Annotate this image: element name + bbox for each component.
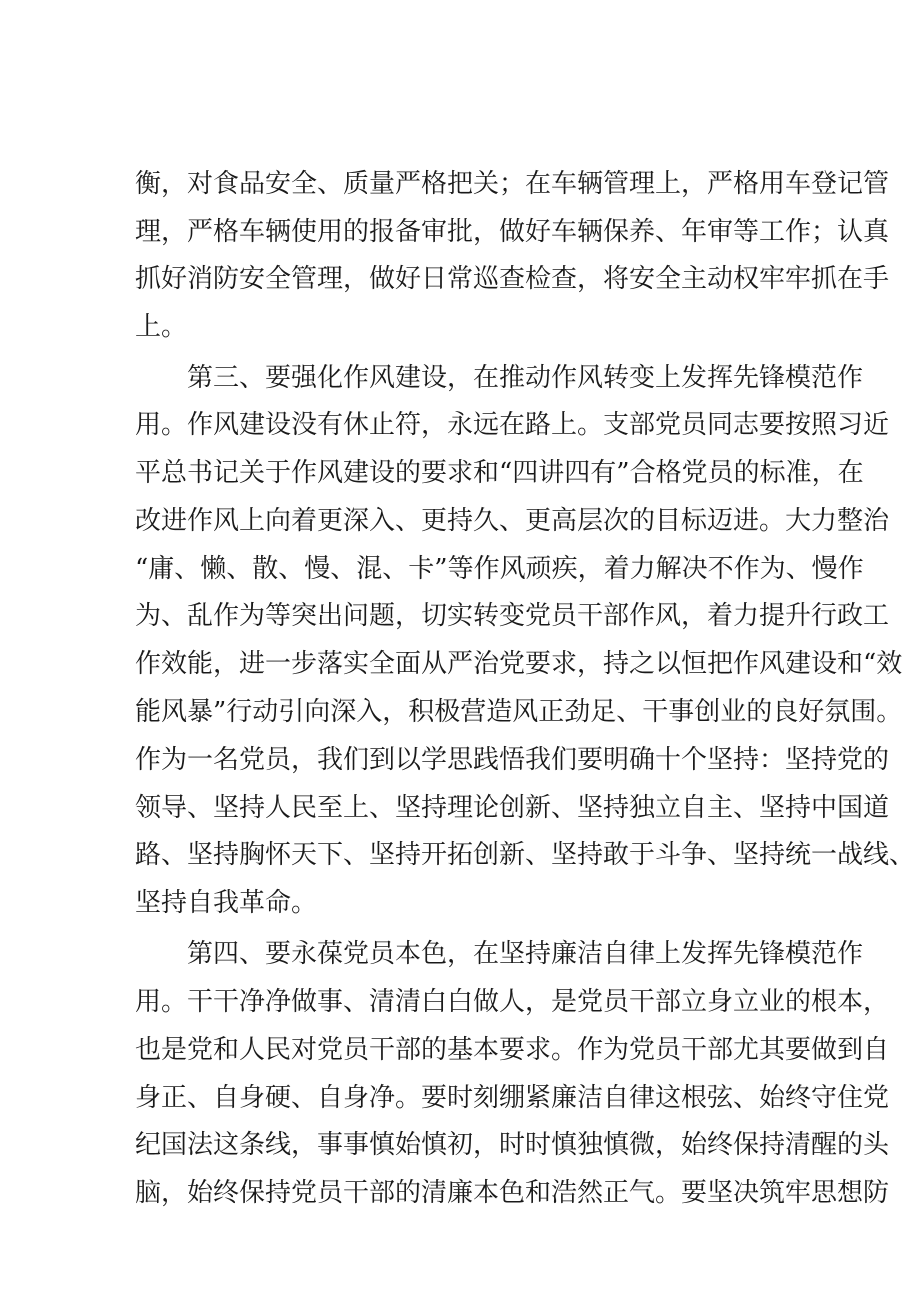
text-line: 作效能，进一步落实全面从严治党要求，持之以恒把作风建设和“效 (135, 649, 903, 680)
text-line: 改进作风上向着更深入、更持久、更高层次的目标迈进。大力整治 (135, 505, 890, 536)
text-line: 上。 (135, 311, 188, 342)
text-line: 用。干干净净做事、清清白白做人，是党员干部立身立业的根本， (135, 987, 890, 1018)
paragraph-2 (135, 362, 916, 920)
text-line: “庸、懒、散、慢、混、卡”等作风顽疾，着力解决不作为、慢作 (135, 553, 864, 584)
text-line: 作为一名党员，我们到以学思践悟我们要明确十个坚持：坚持党的 (135, 744, 890, 775)
paragraph-1 (135, 168, 890, 343)
text-line: 为、乱作为等突出问题，切实转变党员干部作风，着力提升行政工 (135, 601, 890, 632)
text-line: 平总书记关于作风建设的要求和“四讲四有”合格党员的标准，在 (135, 458, 864, 489)
text-line: 纪国法这条线，事事慎始慎初，时时慎独慎微，始终保持清醒的头 (135, 1130, 890, 1161)
text-line: 路、坚持胸怀天下、坚持开拓创新、坚持敢于斗争、坚持统一战线、 (135, 840, 916, 871)
text-line: 第三、要强化作风建设，在推动作风转变上发挥先锋模范作 (187, 362, 864, 393)
text-line: 也是党和人民对党员干部的基本要求。作为党员干部尤其要做到自 (135, 1034, 890, 1065)
text-line: 脑，始终保持党员干部的清廉本色和浩然正气。要坚决筑牢思想防 (135, 1178, 890, 1209)
text-line: 领导、坚持人民至上、坚持理论创新、坚持独立自主、坚持中国道 (135, 792, 890, 823)
text-line: 用。作风建设没有休止符，永远在路上。支部党员同志要按照习近 (135, 410, 890, 441)
text-line: 抓好消防安全管理，做好日常巡查检查，将安全主动权牢牢抓在手 (135, 264, 890, 294)
text-line: 坚持自我革命。 (135, 888, 318, 919)
text-line: 第四、要永葆党员本色，在坚持廉洁自律上发挥先锋模范作 (187, 939, 864, 970)
text-line: 身正、自身硬、自身净。要时刻绷紧廉洁自律这根弦、始终守住党 (135, 1082, 890, 1113)
text-line: 衡，对食品安全、质量严格把关；在车辆管理上，严格用车登记管 (135, 169, 890, 199)
document-body (135, 168, 916, 1225)
paragraph-3 (135, 938, 890, 1209)
text-line: 能风暴”行动引向深入，积极营造风正劲足、干事创业的良好氛围。 (135, 697, 903, 728)
text-line: 理，严格车辆使用的报备审批，做好车辆保养、年审等工作；认真 (135, 216, 890, 247)
